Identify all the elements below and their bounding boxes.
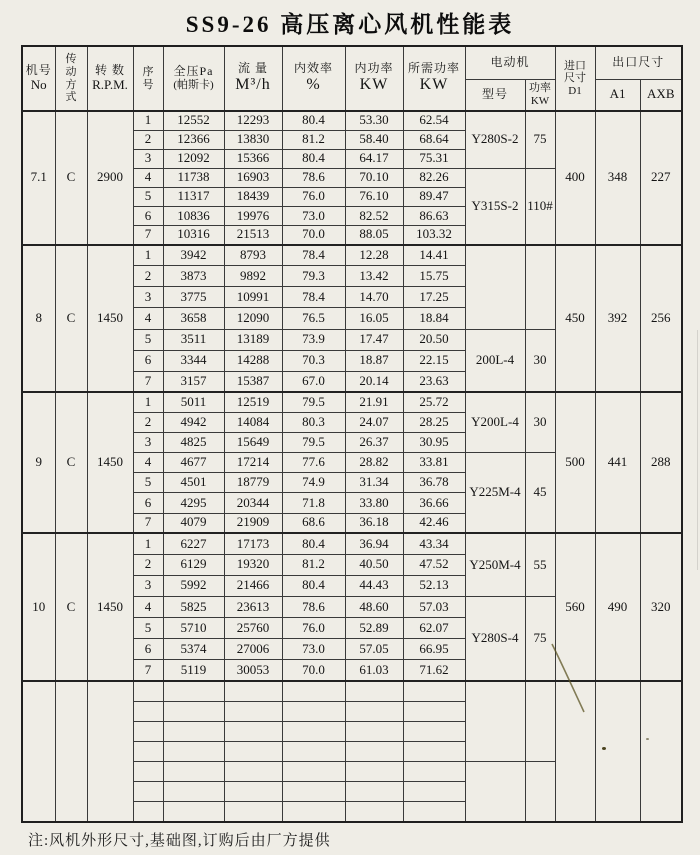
flow-cell: 12519 xyxy=(224,392,282,412)
outlet-axb-cell: 227 xyxy=(640,111,682,245)
seq-cell: 1 xyxy=(133,533,163,554)
power-required-cell: 23.63 xyxy=(403,371,465,392)
data-row xyxy=(22,533,682,554)
efficiency-cell: 79.3 xyxy=(282,266,345,287)
pressure-cell: 6129 xyxy=(163,554,224,575)
rpm-cell: 1450 xyxy=(87,245,133,393)
ink-speck xyxy=(602,747,606,750)
motor-model-cell: Y280S-2 xyxy=(465,111,525,168)
col-header-machine-no: 机号 No xyxy=(22,46,55,111)
seq-cell: 7 xyxy=(133,660,163,681)
efficiency-cell: 81.2 xyxy=(282,130,345,149)
seq-cell xyxy=(133,741,163,761)
flow-cell: 18439 xyxy=(224,187,282,206)
efficiency-cell: 76.5 xyxy=(282,308,345,329)
outlet-axb-cell: 320 xyxy=(640,533,682,681)
col-header-power-required: 所需功率 KW xyxy=(403,46,465,111)
motor-power-cell: 30 xyxy=(525,392,555,452)
efficiency-cell xyxy=(282,782,345,802)
col-header-pressure: 全压Pa (帕斯卡) xyxy=(163,46,224,111)
power-internal-cell xyxy=(345,721,403,741)
seq-cell: 1 xyxy=(133,111,163,130)
machine-no-cell: 7.1 xyxy=(22,111,55,245)
flow-cell xyxy=(224,721,282,741)
flow-cell xyxy=(224,782,282,802)
power-internal-cell: 20.14 xyxy=(345,371,403,392)
power-internal-cell: 21.91 xyxy=(345,392,403,412)
page-title: SS9-26 高压离心风机性能表 xyxy=(185,12,515,37)
power-internal-cell xyxy=(345,741,403,761)
pressure-cell xyxy=(163,701,224,721)
power-required-cell: 36.78 xyxy=(403,473,465,493)
pressure-cell xyxy=(163,782,224,802)
efficiency-cell xyxy=(282,761,345,781)
power-internal-cell: 31.34 xyxy=(345,473,403,493)
seq-cell: 4 xyxy=(133,597,163,618)
table-body xyxy=(22,111,682,822)
power-required-cell xyxy=(403,681,465,701)
col-header-outlet-axb: AXB xyxy=(640,79,682,111)
efficiency-cell xyxy=(282,721,345,741)
seq-cell: 5 xyxy=(133,473,163,493)
seq-cell: 2 xyxy=(133,266,163,287)
data-row xyxy=(22,392,682,412)
seq-cell: 7 xyxy=(133,513,163,533)
motor-model-cell: Y250M-4 xyxy=(465,533,525,596)
power-required-cell: 57.03 xyxy=(403,597,465,618)
efficiency-cell: 70.0 xyxy=(282,226,345,245)
motor-power-cell: 30 xyxy=(525,329,555,392)
flow-cell: 25760 xyxy=(224,618,282,639)
drive-mode-cell: C xyxy=(55,245,87,393)
seq-cell: 3 xyxy=(133,149,163,168)
power-required-cell: 36.66 xyxy=(403,493,465,513)
power-required-cell: 25.72 xyxy=(403,392,465,412)
data-row xyxy=(22,681,682,701)
power-required-cell xyxy=(403,782,465,802)
seq-cell: 2 xyxy=(133,413,163,433)
power-internal-cell: 58.40 xyxy=(345,130,403,149)
power-internal-cell: 12.28 xyxy=(345,245,403,266)
efficiency-cell xyxy=(282,681,345,701)
flow-cell: 30053 xyxy=(224,660,282,681)
pressure-cell: 4677 xyxy=(163,453,224,473)
power-internal-cell: 64.17 xyxy=(345,149,403,168)
machine-no-cell: 10 xyxy=(22,533,55,681)
seq-cell: 4 xyxy=(133,453,163,473)
flow-cell: 19976 xyxy=(224,206,282,225)
flow-cell: 15649 xyxy=(224,433,282,453)
flow-cell: 8793 xyxy=(224,245,282,266)
rpm-cell: 1450 xyxy=(87,392,133,533)
power-internal-cell xyxy=(345,701,403,721)
flow-cell: 18779 xyxy=(224,473,282,493)
power-required-cell: 89.47 xyxy=(403,187,465,206)
power-required-cell: 14.41 xyxy=(403,245,465,266)
power-required-cell: 52.13 xyxy=(403,575,465,596)
pressure-cell: 6227 xyxy=(163,533,224,554)
power-internal-cell: 40.50 xyxy=(345,554,403,575)
seq-cell: 1 xyxy=(133,245,163,266)
seq-cell xyxy=(133,802,163,822)
seq-cell xyxy=(133,721,163,741)
flow-cell: 12090 xyxy=(224,308,282,329)
power-required-cell: 66.95 xyxy=(403,639,465,660)
power-required-cell: 62.07 xyxy=(403,618,465,639)
motor-model-cell: Y200L-4 xyxy=(465,392,525,452)
power-required-cell xyxy=(403,741,465,761)
power-required-cell: 43.34 xyxy=(403,533,465,554)
power-required-cell xyxy=(403,721,465,741)
outlet-axb-cell: 256 xyxy=(640,245,682,393)
pressure-cell: 5119 xyxy=(163,660,224,681)
col-header-flow: 流 量 M³/h xyxy=(224,46,282,111)
flow-cell xyxy=(224,802,282,822)
data-row xyxy=(22,111,682,130)
power-required-cell: 18.84 xyxy=(403,308,465,329)
col-header-seq: 序 号 xyxy=(133,46,163,111)
efficiency-cell xyxy=(282,701,345,721)
power-required-cell: 15.75 xyxy=(403,266,465,287)
scan-edge-shadow xyxy=(697,330,698,570)
seq-cell: 2 xyxy=(133,554,163,575)
power-required-cell: 33.81 xyxy=(403,453,465,473)
pressure-cell xyxy=(163,761,224,781)
motor-power-cell: 55 xyxy=(525,533,555,596)
motor-model-cell: Y225M-4 xyxy=(465,453,525,533)
power-internal-cell: 24.07 xyxy=(345,413,403,433)
motor-model-cell xyxy=(465,681,525,761)
rpm-cell xyxy=(87,681,133,822)
col-header-motor-model: 型号 xyxy=(465,79,525,111)
pressure-cell: 4825 xyxy=(163,433,224,453)
pressure-cell: 3775 xyxy=(163,287,224,308)
power-internal-cell: 52.89 xyxy=(345,618,403,639)
flow-cell: 15387 xyxy=(224,371,282,392)
seq-cell: 7 xyxy=(133,226,163,245)
seq-cell: 5 xyxy=(133,329,163,350)
footnote: 注:风机外形尺寸,基础图,订购后由厂方提供 xyxy=(28,833,331,849)
efficiency-cell: 78.4 xyxy=(282,245,345,266)
flow-cell: 12293 xyxy=(224,111,282,130)
efficiency-cell: 80.4 xyxy=(282,575,345,596)
power-required-cell: 103.32 xyxy=(403,226,465,245)
power-required-cell xyxy=(403,701,465,721)
efficiency-cell: 79.5 xyxy=(282,433,345,453)
seq-cell: 6 xyxy=(133,206,163,225)
inlet-d1-cell xyxy=(555,681,595,822)
efficiency-cell: 70.0 xyxy=(282,660,345,681)
efficiency-cell: 80.3 xyxy=(282,413,345,433)
col-header-inlet-d1: 进口 尺寸 D1 xyxy=(555,46,595,111)
motor-model-cell xyxy=(465,761,525,822)
power-internal-cell: 33.80 xyxy=(345,493,403,513)
efficiency-cell xyxy=(282,741,345,761)
outlet-axb-cell xyxy=(640,681,682,822)
pressure-cell: 4079 xyxy=(163,513,224,533)
motor-model-cell: Y280S-4 xyxy=(465,597,525,681)
outlet-axb-cell: 288 xyxy=(640,392,682,533)
pressure-cell: 5825 xyxy=(163,597,224,618)
motor-power-cell: 75 xyxy=(525,597,555,681)
rpm-cell: 2900 xyxy=(87,111,133,245)
flow-cell xyxy=(224,761,282,781)
pressure-cell: 3511 xyxy=(163,329,224,350)
pressure-cell: 5011 xyxy=(163,392,224,412)
power-internal-cell xyxy=(345,761,403,781)
power-required-cell: 42.46 xyxy=(403,513,465,533)
seq-cell: 3 xyxy=(133,575,163,596)
efficiency-cell: 73.9 xyxy=(282,329,345,350)
motor-model-cell xyxy=(465,245,525,329)
flow-cell: 15366 xyxy=(224,149,282,168)
motor-model-cell: Y315S-2 xyxy=(465,168,525,244)
performance-table xyxy=(21,45,683,823)
power-internal-cell: 13.42 xyxy=(345,266,403,287)
outlet-a1-cell: 490 xyxy=(595,533,640,681)
col-header-motor-group: 电动机 xyxy=(465,46,555,79)
pressure-cell: 3873 xyxy=(163,266,224,287)
pressure-cell: 3942 xyxy=(163,245,224,266)
drive-mode-cell: C xyxy=(55,533,87,681)
inlet-d1-cell: 400 xyxy=(555,111,595,245)
motor-power-cell: 75 xyxy=(525,111,555,168)
power-internal-cell: 36.18 xyxy=(345,513,403,533)
seq-cell: 5 xyxy=(133,618,163,639)
power-internal-cell xyxy=(345,782,403,802)
pressure-cell: 4501 xyxy=(163,473,224,493)
col-header-rpm: 转 数 R.P.M. xyxy=(87,46,133,111)
power-internal-cell: 88.05 xyxy=(345,226,403,245)
seq-cell: 7 xyxy=(133,371,163,392)
efficiency-cell: 79.5 xyxy=(282,392,345,412)
power-internal-cell xyxy=(345,802,403,822)
power-internal-cell xyxy=(345,681,403,701)
seq-cell xyxy=(133,701,163,721)
flow-cell: 21909 xyxy=(224,513,282,533)
outlet-a1-cell xyxy=(595,681,640,822)
power-internal-cell: 18.87 xyxy=(345,350,403,371)
power-internal-cell: 70.10 xyxy=(345,168,403,187)
machine-no-cell xyxy=(22,681,55,822)
power-internal-cell: 16.05 xyxy=(345,308,403,329)
pressure-cell: 10836 xyxy=(163,206,224,225)
pressure-cell: 12366 xyxy=(163,130,224,149)
seq-cell: 1 xyxy=(133,392,163,412)
flow-cell: 16903 xyxy=(224,168,282,187)
outlet-a1-cell: 441 xyxy=(595,392,640,533)
power-required-cell: 71.62 xyxy=(403,660,465,681)
efficiency-cell: 74.9 xyxy=(282,473,345,493)
pressure-cell: 3157 xyxy=(163,371,224,392)
ink-speck xyxy=(646,738,649,740)
inlet-d1-cell: 500 xyxy=(555,392,595,533)
power-required-cell xyxy=(403,802,465,822)
flow-cell xyxy=(224,741,282,761)
seq-cell: 3 xyxy=(133,433,163,453)
pressure-cell xyxy=(163,681,224,701)
efficiency-cell: 77.6 xyxy=(282,453,345,473)
pressure-cell: 4295 xyxy=(163,493,224,513)
power-internal-cell: 76.10 xyxy=(345,187,403,206)
motor-power-cell xyxy=(525,245,555,329)
power-required-cell xyxy=(403,761,465,781)
seq-cell: 6 xyxy=(133,350,163,371)
efficiency-cell: 80.4 xyxy=(282,111,345,130)
power-internal-cell: 48.60 xyxy=(345,597,403,618)
inlet-d1-cell: 450 xyxy=(555,245,595,393)
table-header xyxy=(22,46,682,111)
machine-no-cell: 8 xyxy=(22,245,55,393)
motor-power-cell: 45 xyxy=(525,453,555,533)
efficiency-cell: 76.0 xyxy=(282,187,345,206)
flow-cell: 17214 xyxy=(224,453,282,473)
flow-cell: 14084 xyxy=(224,413,282,433)
power-internal-cell: 82.52 xyxy=(345,206,403,225)
machine-no-cell: 9 xyxy=(22,392,55,533)
efficiency-cell: 73.0 xyxy=(282,206,345,225)
power-required-cell: 86.63 xyxy=(403,206,465,225)
power-required-cell: 28.25 xyxy=(403,413,465,433)
pressure-cell: 10316 xyxy=(163,226,224,245)
seq-cell: 3 xyxy=(133,287,163,308)
efficiency-cell: 80.4 xyxy=(282,149,345,168)
inlet-d1-cell: 560 xyxy=(555,533,595,681)
outlet-a1-cell: 392 xyxy=(595,245,640,393)
data-row xyxy=(22,245,682,266)
pressure-cell: 5992 xyxy=(163,575,224,596)
efficiency-cell: 80.4 xyxy=(282,533,345,554)
pressure-cell: 5710 xyxy=(163,618,224,639)
power-required-cell: 75.31 xyxy=(403,149,465,168)
power-internal-cell: 57.05 xyxy=(345,639,403,660)
power-required-cell: 47.52 xyxy=(403,554,465,575)
flow-cell xyxy=(224,681,282,701)
power-required-cell: 22.15 xyxy=(403,350,465,371)
col-header-drive-mode: 传 动 方 式 xyxy=(55,46,87,111)
power-internal-cell: 28.82 xyxy=(345,453,403,473)
efficiency-cell: 68.6 xyxy=(282,513,345,533)
drive-mode-cell: C xyxy=(55,392,87,533)
pressure-cell: 12552 xyxy=(163,111,224,130)
flow-cell: 14288 xyxy=(224,350,282,371)
power-required-cell: 62.54 xyxy=(403,111,465,130)
efficiency-cell: 67.0 xyxy=(282,371,345,392)
outlet-a1-cell: 348 xyxy=(595,111,640,245)
pressure-cell: 11317 xyxy=(163,187,224,206)
pressure-cell: 11738 xyxy=(163,168,224,187)
efficiency-cell: 73.0 xyxy=(282,639,345,660)
efficiency-cell: 81.2 xyxy=(282,554,345,575)
power-required-cell: 82.26 xyxy=(403,168,465,187)
power-internal-cell: 53.30 xyxy=(345,111,403,130)
drive-mode-cell: C xyxy=(55,111,87,245)
drive-mode-cell xyxy=(55,681,87,822)
flow-cell: 13830 xyxy=(224,130,282,149)
pressure-cell xyxy=(163,741,224,761)
pressure-cell xyxy=(163,721,224,741)
power-internal-cell: 17.47 xyxy=(345,329,403,350)
motor-power-cell xyxy=(525,681,555,761)
motor-power-cell xyxy=(525,761,555,822)
seq-cell: 4 xyxy=(133,168,163,187)
pressure-cell xyxy=(163,802,224,822)
flow-cell xyxy=(224,701,282,721)
seq-cell: 6 xyxy=(133,493,163,513)
power-internal-cell: 61.03 xyxy=(345,660,403,681)
power-internal-cell: 26.37 xyxy=(345,433,403,453)
seq-cell xyxy=(133,681,163,701)
pressure-cell: 3344 xyxy=(163,350,224,371)
power-internal-cell: 14.70 xyxy=(345,287,403,308)
flow-cell: 21466 xyxy=(224,575,282,596)
col-header-outlet-group: 出口尺寸 xyxy=(595,46,682,79)
power-required-cell: 20.50 xyxy=(403,329,465,350)
col-header-power-internal: 内功率 KW xyxy=(345,46,403,111)
seq-cell: 5 xyxy=(133,187,163,206)
seq-cell xyxy=(133,782,163,802)
flow-cell: 9892 xyxy=(224,266,282,287)
power-required-cell: 30.95 xyxy=(403,433,465,453)
col-header-motor-power: 功率 KW xyxy=(525,79,555,111)
seq-cell xyxy=(133,761,163,781)
pressure-cell: 4942 xyxy=(163,413,224,433)
pressure-cell: 12092 xyxy=(163,149,224,168)
flow-cell: 21513 xyxy=(224,226,282,245)
power-required-cell: 68.64 xyxy=(403,130,465,149)
power-required-cell: 17.25 xyxy=(403,287,465,308)
rpm-cell: 1450 xyxy=(87,533,133,681)
motor-model-cell: 200L-4 xyxy=(465,329,525,392)
seq-cell: 4 xyxy=(133,308,163,329)
efficiency-cell: 78.6 xyxy=(282,168,345,187)
efficiency-cell: 71.8 xyxy=(282,493,345,513)
efficiency-cell: 76.0 xyxy=(282,618,345,639)
flow-cell: 27006 xyxy=(224,639,282,660)
power-internal-cell: 36.94 xyxy=(345,533,403,554)
seq-cell: 2 xyxy=(133,130,163,149)
flow-cell: 13189 xyxy=(224,329,282,350)
seq-cell: 6 xyxy=(133,639,163,660)
efficiency-cell: 78.6 xyxy=(282,597,345,618)
motor-power-cell: 110# xyxy=(525,168,555,244)
flow-cell: 20344 xyxy=(224,493,282,513)
flow-cell: 17173 xyxy=(224,533,282,554)
efficiency-cell: 78.4 xyxy=(282,287,345,308)
flow-cell: 19320 xyxy=(224,554,282,575)
efficiency-cell: 70.3 xyxy=(282,350,345,371)
col-header-outlet-a1: A1 xyxy=(595,79,640,111)
power-internal-cell: 44.43 xyxy=(345,575,403,596)
col-header-efficiency: 内效率 % xyxy=(282,46,345,111)
pressure-cell: 3658 xyxy=(163,308,224,329)
pressure-cell: 5374 xyxy=(163,639,224,660)
flow-cell: 23613 xyxy=(224,597,282,618)
efficiency-cell xyxy=(282,802,345,822)
flow-cell: 10991 xyxy=(224,287,282,308)
